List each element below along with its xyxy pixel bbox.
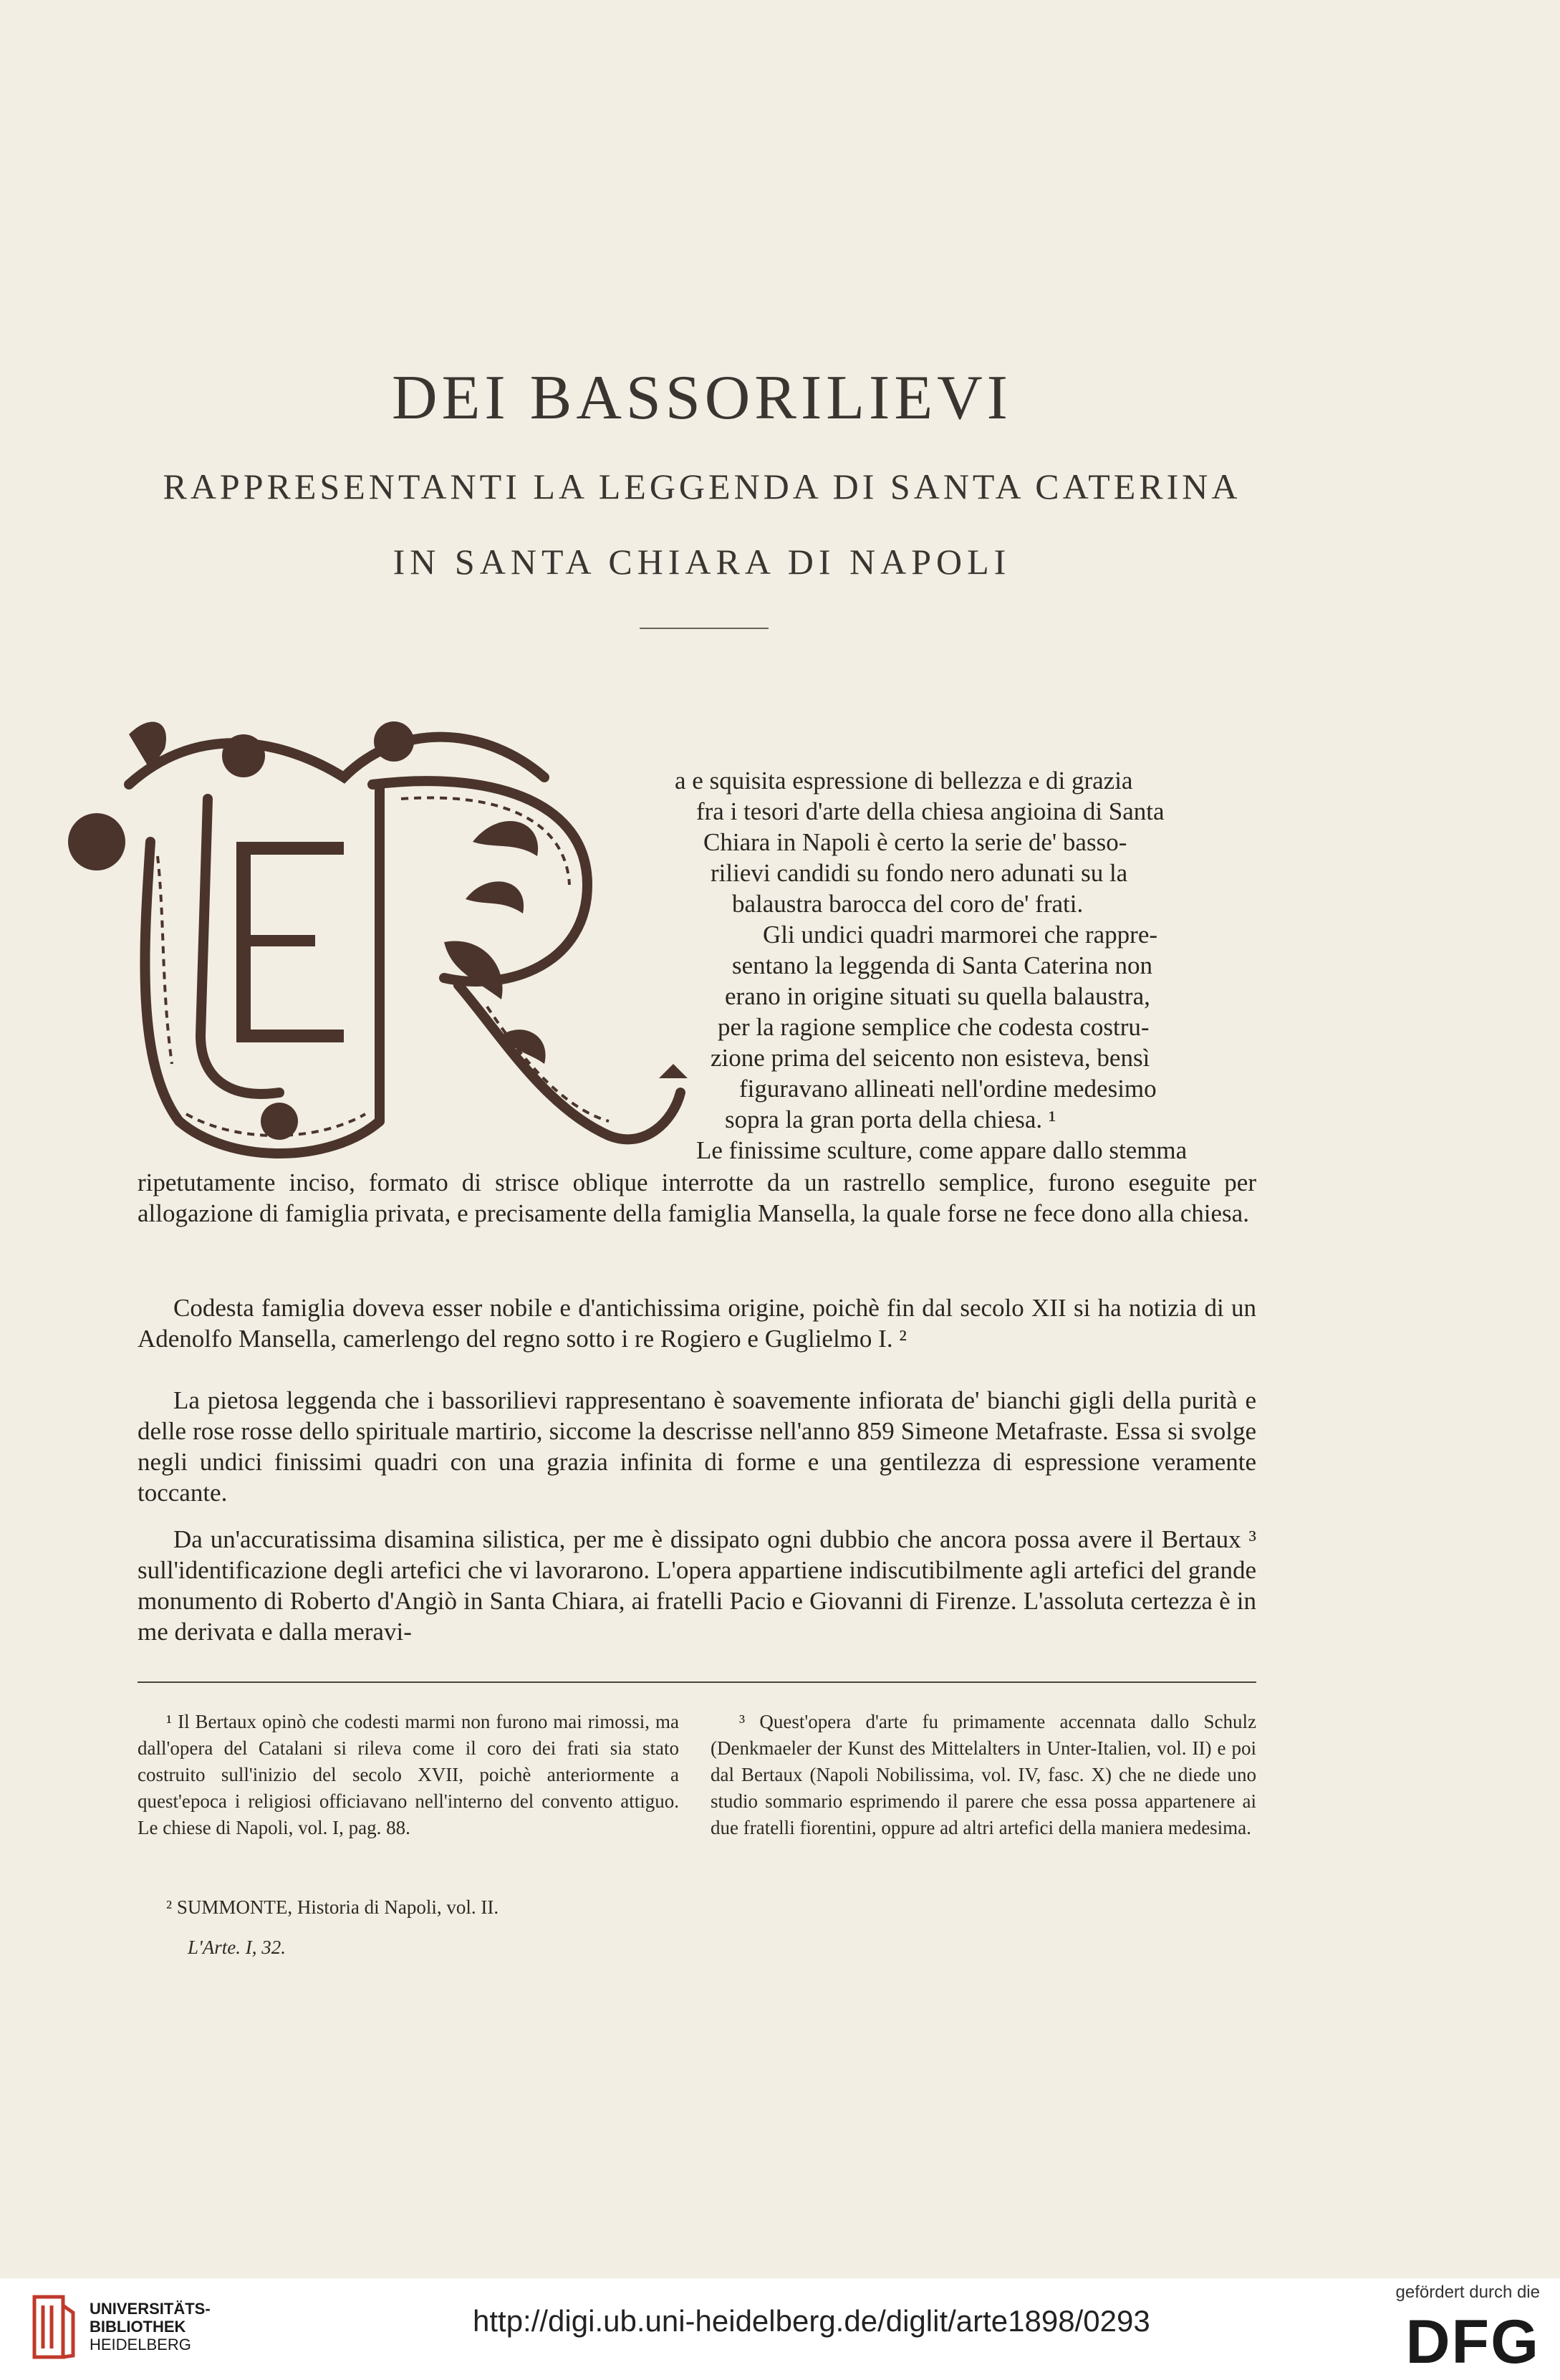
paragraph: La pietosa leggenda che i bassorilievi rappresentano è soavemente infiorata de' bianchi gigli della purità e delle rose rosse dello spirituale martirio, siccome la descrisse nell'anno 859 Simeone Metafraste. Essa si svolge negli undici finissimi quadri con una grazia infinita di forme e una gentilezza di espressione veramente toccante.: [138, 1386, 1256, 1507]
library-name-line: BIBLIOTHEK: [90, 2318, 186, 2336]
wrap-line: figuravano allineati nell'ordine medesimo: [739, 1075, 1157, 1103]
footnote-1: ¹ Il Bertaux opinò che codesti marmi non furono mai rimossi, ma dall'opera del Catalani si rileva come il coro dei frati sia stato costruito sull'inizio del secolo XVII, poichè anteriormente a quest'epoca i religiosi officiavano nell'interno del convento attiguo. Le chiese di Napoli, vol. I, pag. 88.: [138, 1711, 679, 1838]
university-logo-icon: [29, 2291, 79, 2363]
wrap-line: zione prima del seicento non esisteva, bensì: [711, 1044, 1150, 1072]
library-name-line: UNIVERSITÄTS-: [90, 2300, 211, 2318]
wrap-line: per la ragione semplice che codesta costru-: [718, 1013, 1150, 1041]
article-subtitle: RAPPRESENTANTI LA LEGGENDA DI SANTA CATERINA: [163, 466, 1241, 507]
source-url-link[interactable]: http://digi.ub.uni-heidelberg.de/diglit/arte1898/0293: [473, 2304, 1150, 2338]
footnote-3: ³ Quest'opera d'arte fu primamente accennata dallo Schulz (Denkmaeler der Kunst des Mittelalters in Unter-Italien, vol. II) e poi dal Bertaux (Napoli Nobilissima, vol. IV, fasc. X) che ne diede uno studio sommario esprimendo il parere che essa possa appartenere ai due fratelli fiorentini, oppure ad altri artefici della maniera medesima.: [711, 1711, 1256, 1838]
illuminated-initial: [43, 663, 731, 1193]
title-divider: [640, 628, 769, 629]
wrap-line: balaustra barocca del coro de' frati.: [732, 890, 1084, 918]
wrap-line: Chiara in Napoli è certo la serie de' basso-: [703, 828, 1127, 856]
article-subtitle-location: IN SANTA CHIARA DI NAPOLI: [393, 542, 1011, 582]
wrap-line: Gli undici quadri marmorei che rappre-: [763, 921, 1158, 949]
paragraph: ripetutamente inciso, formato di strisce oblique interrotte da un rastrello semplice, furono eseguite per allogazione di famiglia privata, e precisamente della famiglia Mansella, la quale forse ne fece dono alla chiesa.: [138, 1169, 1256, 1227]
footnote-2: ² SUMMONTE, Historia di Napoli, vol. II.: [166, 1896, 499, 1918]
digitization-footer: [0, 2278, 1560, 2380]
wrap-line: sentano la leggenda di Santa Caterina non: [732, 951, 1153, 979]
library-name-line: HEIDELBERG: [90, 2336, 191, 2353]
page-signature: L'Arte. I, 32.: [188, 1937, 287, 1958]
library-name: [90, 2300, 211, 2353]
wrap-line: Le finissime sculture, come appare dallo stemma: [696, 1136, 1188, 1164]
wrap-line: sopra la gran porta della chiesa. ¹: [725, 1105, 1056, 1133]
footnote-divider: [138, 1681, 1256, 1683]
dfg-logo: DFG: [1405, 2308, 1540, 2376]
wrap-line: a e squisita espressione di bellezza e di grazia: [675, 767, 1133, 795]
wrap-line: erano in origine situati su quella balaustra,: [725, 982, 1150, 1010]
paragraph: Codesta famiglia doveva esser nobile e d'antichissima origine, poichè fin dal secolo XII si ha notizia di un Adenolfo Mansella, camerlengo del regno sotto i re Rogiero e Guglielmo I. ²: [138, 1294, 1256, 1353]
wrap-line: rilievi candidi su fondo nero adunati su la: [711, 859, 1128, 887]
paragraph: Da un'accuratissima disamina silistica, per me è dissipato ogni dubbio che ancora possa avere il Bertaux ³ sull'identificazione degli artefici che vi lavorarono. L'opera appartiene indiscutibilmente agli artefici del grande monumento di Roberto d'Angiò in Santa Chiara, ai fratelli Pacio e Giovanni di Firenze. L'assoluta certezza è in me derivata e dalla meravi-: [138, 1525, 1256, 1646]
funding-label: gefördert durch die: [1395, 2283, 1540, 2302]
article-title: DEI BASSORILIEVI: [392, 363, 1012, 433]
wrap-line: fra i tesori d'arte della chiesa angioina di Santa: [696, 797, 1165, 825]
